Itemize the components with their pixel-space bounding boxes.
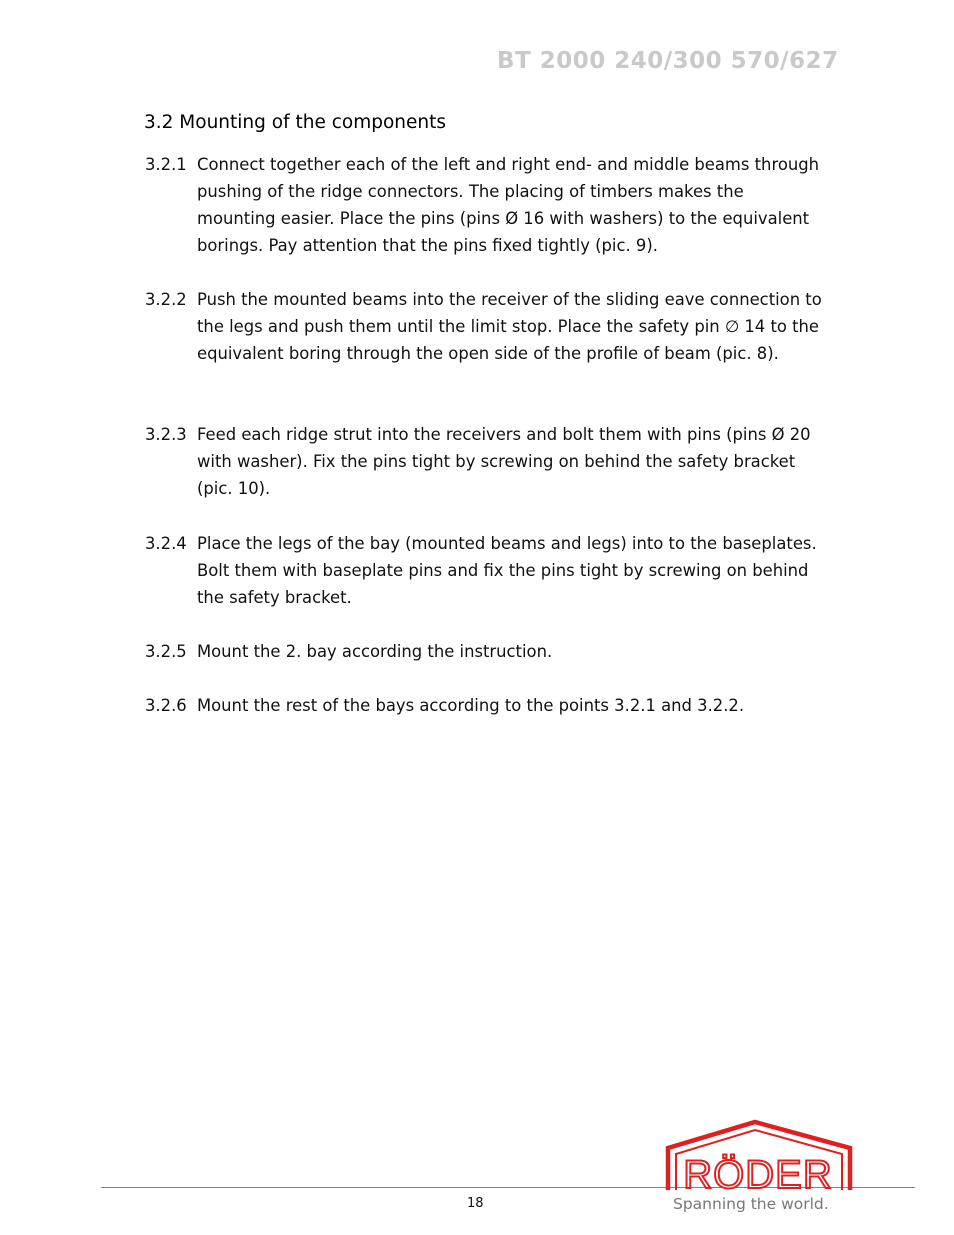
section-title: 3.2 Mounting of the components [144,112,447,133]
logo-tagline: Spanning the world. [673,1195,829,1213]
step-text: Mount the rest of the bays according to the points 3.2.1 and 3.2.2. [197,696,745,715]
doc-code: BT 2000 240/300 570/627 [497,48,839,74]
step-number: 3.2.5 [145,642,187,661]
step-number: 3.2.4 [145,534,187,553]
step-text: Place the legs of the bay (mounted beams and legs) into to the baseplates. Bolt them with baseplate pins and fix the pins tight by screwing on behind the safety bracket. [197,534,817,607]
step-item [145,638,825,665]
step-number: 3.2.6 [145,696,187,715]
step-text: Connect together each of the left and right end- and middle beams through pushing of the ridge connectors. The placing of timbers makes the mounting easier. Place the pins (pins Ø 16 with washers) to the equivalent borings. Pay attention that the pins fixed tightly (pic. 9). [197,155,820,255]
step-item [145,530,825,611]
page-number: 18 [467,1196,484,1211]
step-number: 3.2.3 [145,425,187,444]
step-item [145,692,825,719]
step-item [145,421,825,502]
step-number: 3.2.1 [145,155,187,174]
step-text: Push the mounted beams into the receiver of the sliding eave connection to the legs and push them until the limit stop. Place the safety pin ∅ 14 to the equivalent boring through the open side of the profile of beam (pic. 8). [197,290,822,363]
steps-list [145,151,825,719]
step-item [145,286,825,421]
step-text: Feed each ridge strut into the receivers and bolt them with pins (pins Ø 20 with washer). Fix the pins tight by screwing on behind the safety bracket (pic. 10). [197,425,811,498]
logo-wordmark: RÖDER [683,1153,833,1197]
step-item [145,151,825,259]
step-text: Mount the 2. bay according the instruction. [197,642,553,661]
step-number: 3.2.2 [145,290,187,309]
